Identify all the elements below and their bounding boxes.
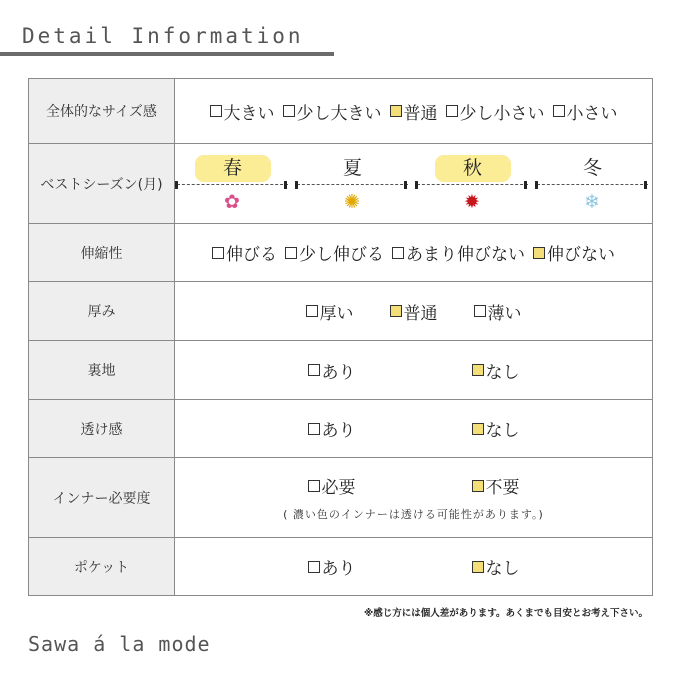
option-size-3	[446, 99, 545, 124]
row-inner	[29, 458, 653, 538]
option-label: 厚い	[319, 303, 354, 324]
row-value-sheer	[175, 400, 653, 458]
option-label: 必要	[321, 478, 356, 498]
option-thickness-0	[306, 299, 354, 324]
row-value-stretch	[175, 224, 653, 282]
option-label: あり	[321, 421, 356, 441]
option-label: 伸びる	[226, 245, 277, 265]
season-tick	[644, 181, 647, 189]
option-pocket-1	[472, 554, 520, 579]
option-stretch-1	[285, 240, 384, 265]
option-inner-1	[472, 473, 520, 498]
title-underline	[0, 52, 334, 56]
season-tick	[535, 181, 538, 189]
options-thickness	[175, 299, 652, 324]
row-value-inner	[175, 458, 653, 538]
row-label-size: 全体的なサイズ感	[29, 79, 175, 144]
row-label-thickness: 厚み	[29, 282, 175, 341]
option-label: 薄い	[487, 303, 522, 324]
brand-logo: Sawa á la mode	[28, 632, 211, 656]
row-value-season	[175, 144, 653, 224]
empty-box-icon	[308, 480, 320, 492]
season-3	[535, 155, 650, 213]
option-lining-0	[308, 358, 356, 383]
row-label-stretch: 伸縮性	[29, 224, 175, 282]
options-size	[175, 99, 652, 124]
options-inner	[175, 473, 652, 498]
row-value-lining	[175, 341, 653, 400]
detail-table	[28, 78, 653, 596]
option-label: なし	[485, 421, 520, 441]
checked-box-icon	[472, 364, 484, 376]
season-label: 秋	[435, 155, 511, 182]
option-label: あり	[321, 559, 356, 579]
season-tick	[524, 181, 527, 189]
season-2	[415, 155, 530, 213]
option-label: 少し伸びる	[299, 245, 384, 265]
option-stretch-3	[533, 240, 615, 265]
row-label-sheer: 透け感	[29, 400, 175, 458]
checked-box-icon	[533, 247, 545, 259]
row-value-pocket	[175, 538, 653, 596]
empty-box-icon	[308, 561, 320, 573]
options-sheer	[175, 416, 652, 441]
option-label: なし	[485, 362, 520, 383]
option-label: 少し小さい	[459, 103, 545, 124]
option-inner-0	[308, 473, 356, 498]
row-sheer	[29, 400, 653, 458]
snowflake-icon: ❄	[584, 190, 600, 213]
option-thickness-1	[390, 299, 438, 324]
option-size-1	[283, 99, 382, 124]
checked-box-icon	[472, 561, 484, 573]
checked-box-icon	[390, 305, 402, 317]
option-stretch-0	[212, 240, 277, 265]
option-label: 普通	[403, 303, 438, 324]
option-label: 小さい	[566, 103, 618, 124]
empty-box-icon	[210, 105, 222, 117]
season-tick	[175, 181, 178, 189]
row-size	[29, 79, 653, 144]
option-sheer-0	[308, 416, 356, 441]
row-label-lining: 裏地	[29, 341, 175, 400]
row-stretch	[29, 224, 653, 282]
season-track	[537, 184, 648, 188]
row-value-thickness	[175, 282, 653, 341]
season-track	[177, 184, 288, 188]
empty-box-icon	[474, 305, 486, 317]
option-thickness-2	[474, 299, 522, 324]
season-track	[297, 184, 408, 188]
row-label-season: ベストシーズン(月)	[29, 144, 175, 224]
option-size-0	[210, 99, 275, 124]
season-label: 冬	[582, 156, 602, 179]
empty-box-icon	[283, 105, 295, 117]
row-label-inner: インナー必要度	[29, 458, 175, 538]
option-label: 不要	[485, 478, 520, 498]
maple-leaf-icon: ✹	[464, 190, 480, 213]
option-label: なし	[485, 559, 520, 579]
option-label: 大きい	[223, 103, 275, 124]
options-pocket	[175, 554, 652, 579]
option-size-2	[390, 99, 438, 124]
option-sheer-1	[472, 416, 520, 441]
empty-box-icon	[308, 364, 320, 376]
row-lining	[29, 341, 653, 400]
option-size-4	[553, 99, 618, 124]
option-label: 普通	[403, 103, 438, 124]
season-label: 夏	[342, 156, 362, 179]
season-tick	[284, 181, 287, 189]
option-label: 少し大きい	[296, 103, 382, 124]
season-chart	[175, 155, 655, 213]
empty-box-icon	[212, 247, 224, 259]
row-value-size	[175, 79, 653, 144]
season-1	[295, 155, 410, 213]
season-track	[417, 184, 528, 188]
option-stretch-2	[392, 240, 525, 265]
empty-box-icon	[553, 105, 565, 117]
disclaimer-note: ※感じ方には個人差があります。あくまでも目安とお考え下さい。	[364, 608, 648, 619]
row-season	[29, 144, 653, 224]
checked-box-icon	[472, 480, 484, 492]
season-tick	[404, 181, 407, 189]
option-lining-1	[472, 358, 520, 383]
checked-box-icon	[390, 105, 402, 117]
options-lining	[175, 358, 652, 383]
empty-box-icon	[446, 105, 458, 117]
empty-box-icon	[308, 423, 320, 435]
option-label: あり	[321, 362, 356, 383]
option-pocket-0	[308, 554, 356, 579]
inner-note: ( 濃い色のインナーは透ける可能性があります。)	[283, 508, 544, 521]
row-pocket	[29, 538, 653, 596]
option-label: 伸びない	[547, 245, 615, 265]
season-tick	[415, 181, 418, 189]
season-0	[175, 155, 290, 213]
checked-box-icon	[472, 423, 484, 435]
row-label-pocket: ポケット	[29, 538, 175, 596]
row-thickness	[29, 282, 653, 341]
sakura-icon: ✿	[224, 190, 240, 213]
season-tick	[295, 181, 298, 189]
season-label: 春	[195, 155, 271, 182]
option-label: あまり伸びない	[406, 245, 525, 265]
empty-box-icon	[285, 247, 297, 259]
page-title: Detail Information	[22, 24, 304, 48]
empty-box-icon	[392, 247, 404, 259]
sunflower-icon: ✺	[344, 190, 360, 213]
options-stretch	[175, 240, 652, 265]
empty-box-icon	[306, 305, 318, 317]
